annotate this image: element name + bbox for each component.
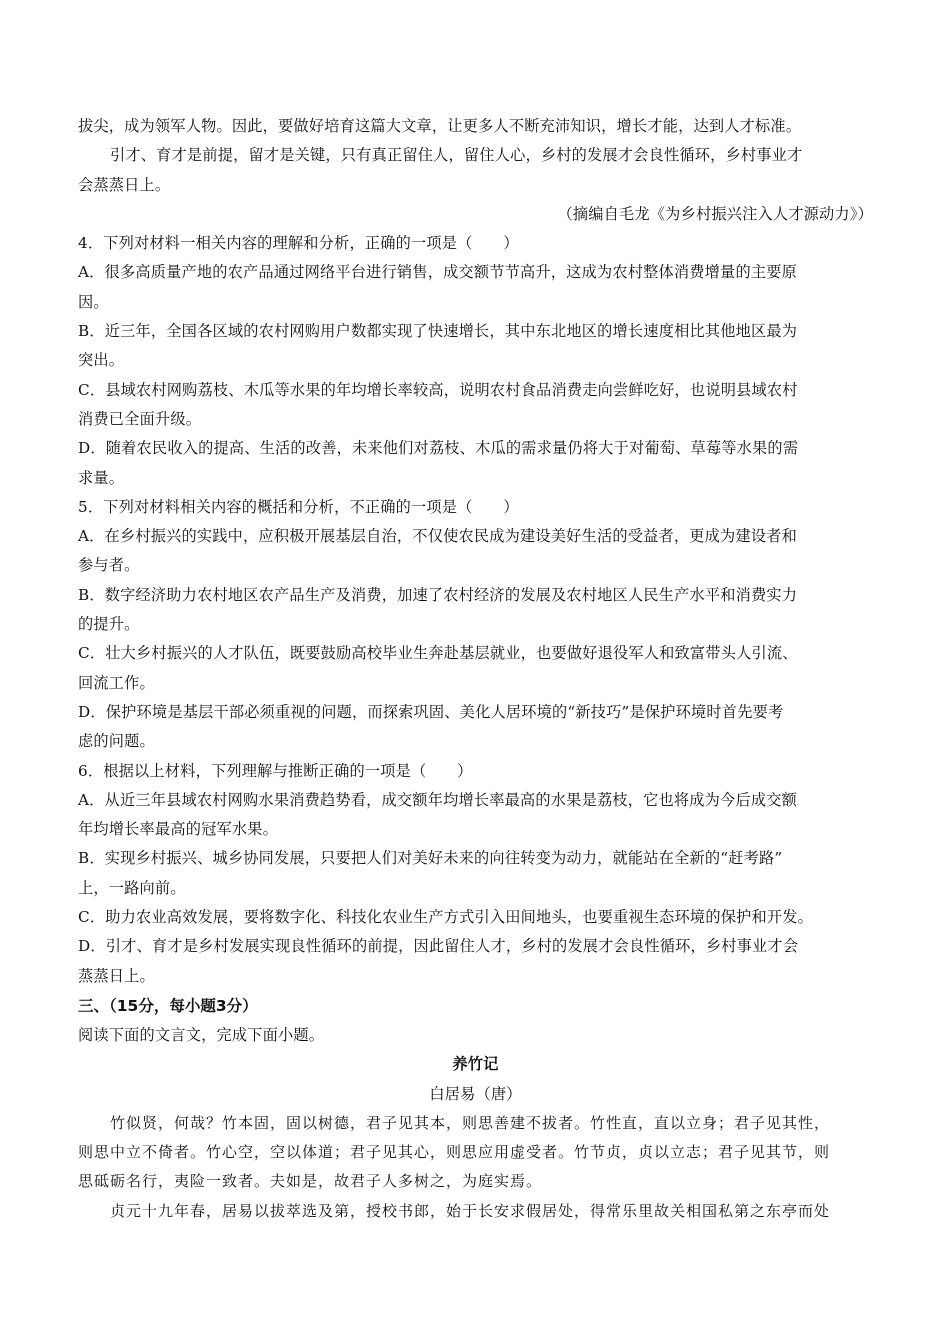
q5-option-d: D．保护环境是基层干部必须重视的问题，而探索巩固、美化人居环境的“新技巧”是保护环境时首先要考	[78, 702, 784, 721]
passage-paragraph-line: 贞元十九年春，居易以拔萃选及第，授校书郎，始于长安求假居处，得常乐里故关相国私第之东亭而处	[110, 1201, 831, 1220]
q5-option-c: C．壮大乡村振兴的人才队伍，既要鼓励高校毕业生奔赴基层就业，也要做好退役军人和致富带头人引流、	[78, 644, 798, 663]
q6-option-a: A．从近三年县域农村网购水果消费趋势看，成交额年均增长率最高的水果是荔枝，它也将成为今后成交额	[78, 790, 797, 809]
q5-option-b: B．数字经济助力农村地区农产品生产及消费，加速了农村经济的发展及农村地区人民生产水平和消费实力	[78, 585, 798, 604]
q4-option-d-cont: 求量。	[78, 468, 125, 487]
passage-title: 养竹记	[452, 1055, 499, 1074]
material-source: （摘编自毛龙《为乡村振兴注入人才源动力》）	[557, 204, 873, 223]
document-page	[78, 112, 873, 1226]
q4-option-b: B．近三年，全国各区域的农村网购用户数都实现了快速增长，其中东北地区的增长速度相比其他地区最为	[78, 322, 798, 341]
material-text-line: 引才、育才是前提，留才是关键，只有真正留住人，留住人心，乡村的发展才会良性循环，乡村事业才	[110, 146, 803, 165]
passage-paragraph-line: 则思中立不倚者。竹心空，空以体道；君子见其心，则思应用虚受者。竹节贞，贞以立志；君子见其节，则	[78, 1143, 831, 1162]
question-5-stem: 5．下列对材料相关内容的概括和分析，不正确的一项是（ ）	[78, 497, 519, 516]
material-text-line: 会蒸蒸日上。	[78, 175, 171, 194]
passage-paragraph-line: 思砥砺名行，夷险一致者。夫如是，故君子人多树之，为庭实焉。	[78, 1172, 543, 1191]
q4-option-c-cont: 消费已全面升级。	[78, 409, 202, 428]
q6-option-b-cont: 上，一路向前。	[78, 878, 186, 897]
material-text-line: 拔尖，成为领军人物。因此，要做好培育这篇大文章，让更多人不断充沛知识，增长才能，达到人才标准。	[78, 117, 802, 135]
q4-option-d: D．随着农民收入的提高、生活的改善，未来他们对荔枝、木瓜的需求量仍将大于对葡萄、草莓等水果的需	[78, 439, 799, 458]
q6-option-d-cont: 蒸蒸日上。	[78, 966, 155, 985]
q5-option-c-cont: 回流工作。	[78, 673, 155, 692]
q4-option-a-cont: 因。	[78, 292, 109, 311]
q5-option-d-cont: 虑的问题。	[78, 732, 155, 751]
question-6-stem: 6．根据以上材料，下列理解与推断正确的一项是（ ）	[78, 761, 473, 780]
q6-option-a-cont: 年均增长率最高的冠军水果。	[78, 820, 279, 839]
section-3-heading: 三、（15分，每小题3分）	[78, 996, 258, 1015]
section-3-instruction: 阅读下面的文言文，完成下面小题。	[78, 1025, 325, 1044]
q5-option-a: A．在乡村振兴的实践中，应积极开展基层自治，不仅使农民成为建设美好生活的受益者，更成为建设者和	[78, 527, 797, 546]
q5-option-a-cont: 参与者。	[78, 556, 140, 575]
q4-option-c: C．县域农村网购荔枝、木瓜等水果的年均增长率较高，说明农村食品消费走向尝鲜吃好，也说明县域农村	[78, 380, 798, 399]
q6-option-d: D．引才、育才是乡村发展实现良性循环的前提，因此留住人才，乡村的发展才会良性循环，乡村事业才会	[78, 937, 799, 956]
q4-option-a: A．很多高质量产地的农产品通过网络平台进行销售，成交额节节高升，这成为农村整体消费增量的主要原	[78, 263, 797, 282]
q6-option-b: B．实现乡村振兴、城乡协同发展，只要把人们对美好未来的向往转变为动力，就能站在全新的“赶考路”	[78, 849, 783, 868]
q6-option-c: C．助力农业高效发展，要将数字化、科技化农业生产方式引入田间地头，也要重视生态环境的保护和开发。	[78, 908, 814, 927]
question-4-stem: 4．下列对材料一相关内容的理解和分析，正确的一项是（ ）	[78, 234, 519, 253]
passage-author: 白居易（唐）	[429, 1084, 522, 1103]
q5-option-b-cont: 的提升。	[78, 615, 140, 634]
passage-paragraph-line: 竹似贤，何哉？竹本固，固以树德，君子见其本，则思善建不拔者。竹性直，直以立身；君子见其性，	[110, 1113, 831, 1132]
q4-option-b-cont: 突出。	[78, 351, 125, 370]
